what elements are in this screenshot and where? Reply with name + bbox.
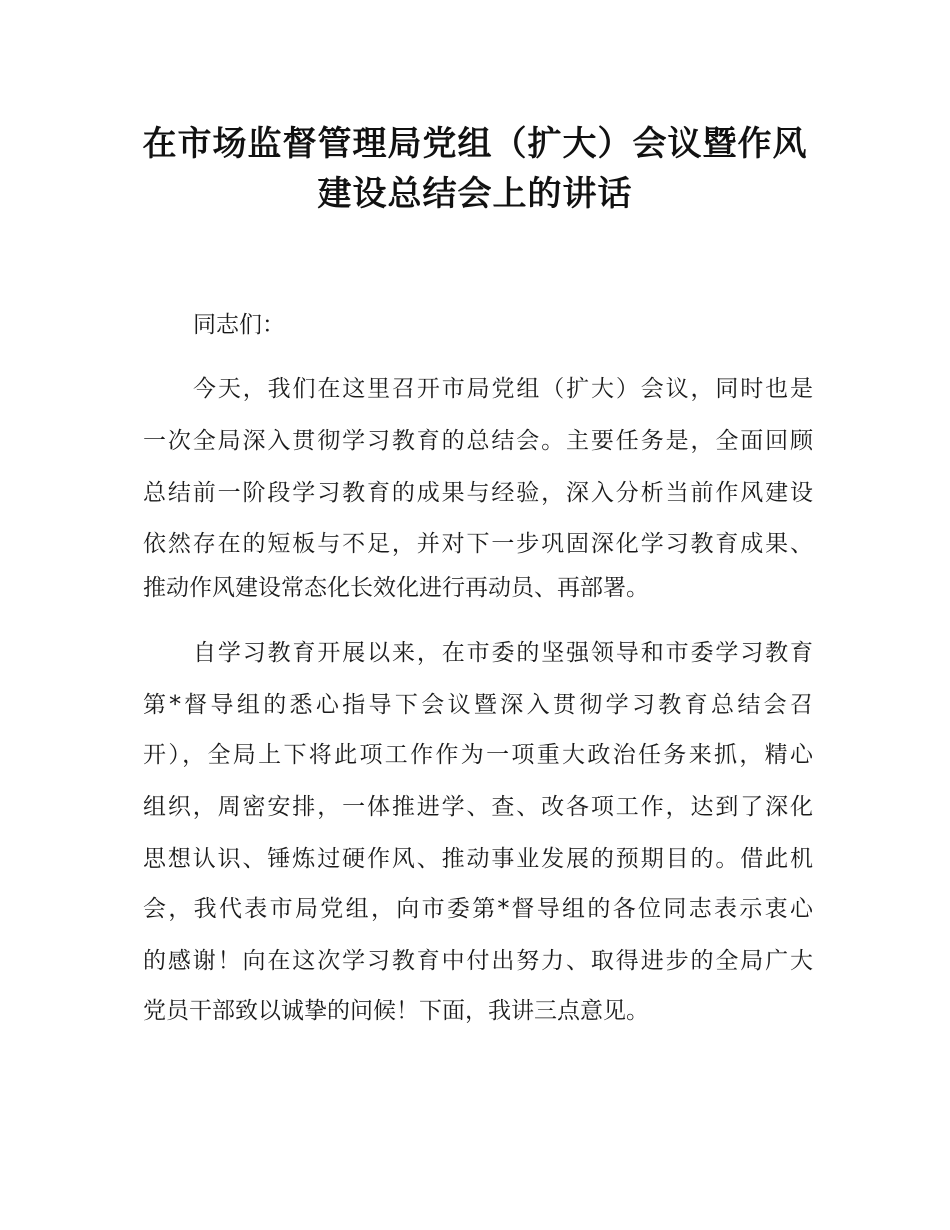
paragraph-2-line: 第*督导组的悉心指导下会议暨深入贯彻学习教育总结会召 [143,692,813,718]
paragraph-2-line: 会，我代表市局党组，向市委第*督导组的各位同志表示衷心 [143,896,813,922]
document-title-line-2: 建设总结会上的讲话 [317,174,633,214]
document-title-line-1: 在市场监督管理局党组（扩大）会议暨作风 [142,124,808,164]
paragraph-2-line: 自学习教育开展以来，在市委的坚强领导和市委学习教育 [193,640,813,666]
paragraph-2-line: 思想认识、锤炼过硬作风、推动事业发展的预期目的。借此机 [143,846,813,872]
paragraph-1-line: 推动作风建设常态化长效化进行再动员、再部署。 [143,575,649,601]
paragraph-1-line: 一次全局深入贯彻学习教育的总结会。主要任务是，全面回顾 [143,428,813,454]
paragraph-2-line: 党员干部致以诚挚的问候！下面，我讲三点意见。 [143,998,649,1024]
salutation: 同志们： [193,312,285,338]
paragraph-1-line: 今天，我们在这里召开市局党组（扩大）会议，同时也是 [193,376,813,402]
paragraph-1-line: 依然存在的短板与不足，并对下一步巩固深化学习教育成果、 [143,531,813,557]
paragraph-2-line: 组织，周密安排，一体推进学、查、改各项工作，达到了深化 [143,794,813,820]
paragraph-2-line: 开），全局上下将此项工作作为一项重大政治任务来抓，精心 [143,742,813,768]
paragraph-1-line: 总结前一阶段学习教育的成果与经验，深入分析当前作风建设 [143,480,813,506]
paragraph-2-line: 的感谢！向在这次学习教育中付出努力、取得进步的全局广大 [143,948,813,974]
